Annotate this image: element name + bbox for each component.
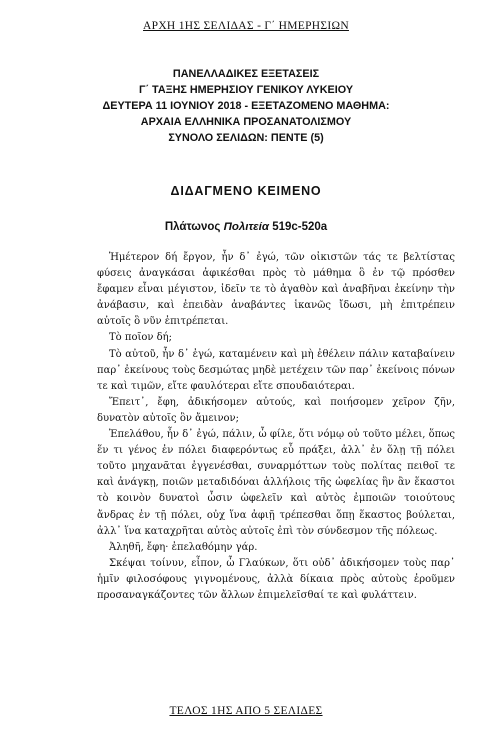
header-line: ΠΑΝΕΛΛΑΔΙΚΕΣ ΕΞΕΤΑΣΕΙΣ <box>172 68 320 80</box>
exam-header <box>0 66 492 146</box>
source-citation <box>0 221 492 233</box>
ancient-text <box>97 250 455 604</box>
text-paragraph: Ἔπειτ᾽, ἔφη, ἀδικήσομεν αὐτούς, καὶ ποιήσομεν χεῖρον ζῆν, δυνατὸν αὐτοῖς ὂν ἄμεινον; <box>97 396 455 424</box>
header-line: ΣΥΝΟΛΟ ΣΕΛΙΔΩΝ: ΠΕΝΤΕ (5) <box>168 132 324 144</box>
header-line: ΔΕΥΤΕΡΑ 11 ΙΟΥΝΙΟΥ 2018 - ΕΞΕΤΑΖΟΜΕΝΟ ΜΑΘΗΜΑ: <box>102 100 390 112</box>
text-paragraph: Ἐπελάθου, ἦν δ᾽ ἐγώ, πάλιν, ὦ φίλε, ὅτι νόμῳ οὐ τοῦτο μέλει, ὅπως ἕν τι γένος ἐν πόλει διαφερόντως εὖ πράξει, ἀλλ᾽ ἐν ὅλῃ τῇ πόλει τοῦτο μηχανᾶται ἐγγενέσθαι, συναρμόττων τοὺς πολίτας πειθοῖ τε καὶ ἀνάγκῃ, ποιῶν μεταδιδόναι ἀλλήλοις τῆς ὠφελίας ἣν ἂν ἕκαστοι τὸ κοινὸν δυνατοὶ ὦσιν ὠφελεῖν καὶ αὐτὸς ἐμποιῶν τοιούτους ἄνδρας ἐν τῇ πόλει, οὐχ ἵνα ἀφιῇ τρέπεσθαι ὅπῃ ἕκαστος βούλεται, ἀλλ᾽ ἵνα καταχρῆται αὐτὸς αὐτοῖς ἐπὶ τὸν σύνδεσμον τῆς πόλεως. <box>97 429 455 537</box>
text-paragraph: Τὸ αὐτοῦ, ἦν δ᾽ ἐγώ, καταμένειν καὶ μὴ ἐθέλειν πάλιν καταβαίνειν παρ᾽ ἐκείνους τοὺς δεσμώτας μηδὲ μετέχειν τῶν παρ᾽ ἐκείνοις πόνων τε καὶ τιμῶν, εἴτε φαυλότεραι εἴτε σπουδαιότεραι. <box>97 348 455 392</box>
page-top-banner: ΑΡΧΗ 1ΗΣ ΣΕΛΙΔΑΣ - Γ΄ ΗΜΕΡΗΣΙΩΝ <box>143 20 349 32</box>
header-line: Γ΄ ΤΑΞΗΣ ΗΜΕΡΗΣΙΟΥ ΓΕΝΙΚΟΥ ΛΥΚΕΙΟΥ <box>138 84 354 96</box>
section-title: ΔΙΔΑΓΜΕΝΟ ΚΕΙΜΕΝΟ <box>170 184 322 198</box>
text-paragraph: Σκέψαι τοίνυν, εἶπον, ὦ Γλαύκων, ὅτι οὐδ᾽ ἀδικήσομεν τοὺς παρ᾽ ἡμῖν φιλοσόφους γιγνομένους, ἀλλὰ δίκαια πρὸς αὐτοὺς ἐροῦμεν προσαναγκάζοντες τῶν ἄλλων ἐπιμελεῖσθαί τε καὶ φυλάττειν. <box>97 557 455 601</box>
text-paragraph: Ἡμέτερον δή ἔργον, ἦν δ᾽ ἐγώ, τῶν οἰκιστῶν τάς τε βελτίστας φύσεις ἀναγκάσαι ἀφικέσθαι πρὸς τὸ μάθημα ὃ ἐν τῷ πρόσθεν ἔφαμεν εἶναι μέγιστον, ἰδεῖν τε τὸ ἀγαθὸν καὶ ἀναβῆναι ἐκείνην τὴν ἀνάβασιν, καὶ ἐπειδὰν ἀναβάντες ἱκανῶς ἴδωσι, μὴ ἐπιτρέπειν αὐτοῖς ὃ νῦν ἐπιτρέπεται. <box>97 252 455 328</box>
source-work: Πολιτεία <box>223 221 269 233</box>
page-bottom-banner: ΤΕΛΟΣ 1ΗΣ ΑΠΟ 5 ΣΕΛΙΔΕΣ <box>169 705 323 717</box>
source-ref: 519c-520a <box>272 221 328 233</box>
header-line: ΑΡΧΑΙΑ ΕΛΛΗΝΙΚΑ ΠΡΟΣΑΝΑΤΟΛΙΣΜΟΥ <box>140 116 352 128</box>
text-paragraph: Ἀληθῆ, ἔφη· ἐπελαθόμην γάρ. <box>109 541 258 553</box>
source-author: Πλάτωνος <box>164 221 221 233</box>
text-paragraph: Τὸ ποῖον δή; <box>109 332 173 344</box>
